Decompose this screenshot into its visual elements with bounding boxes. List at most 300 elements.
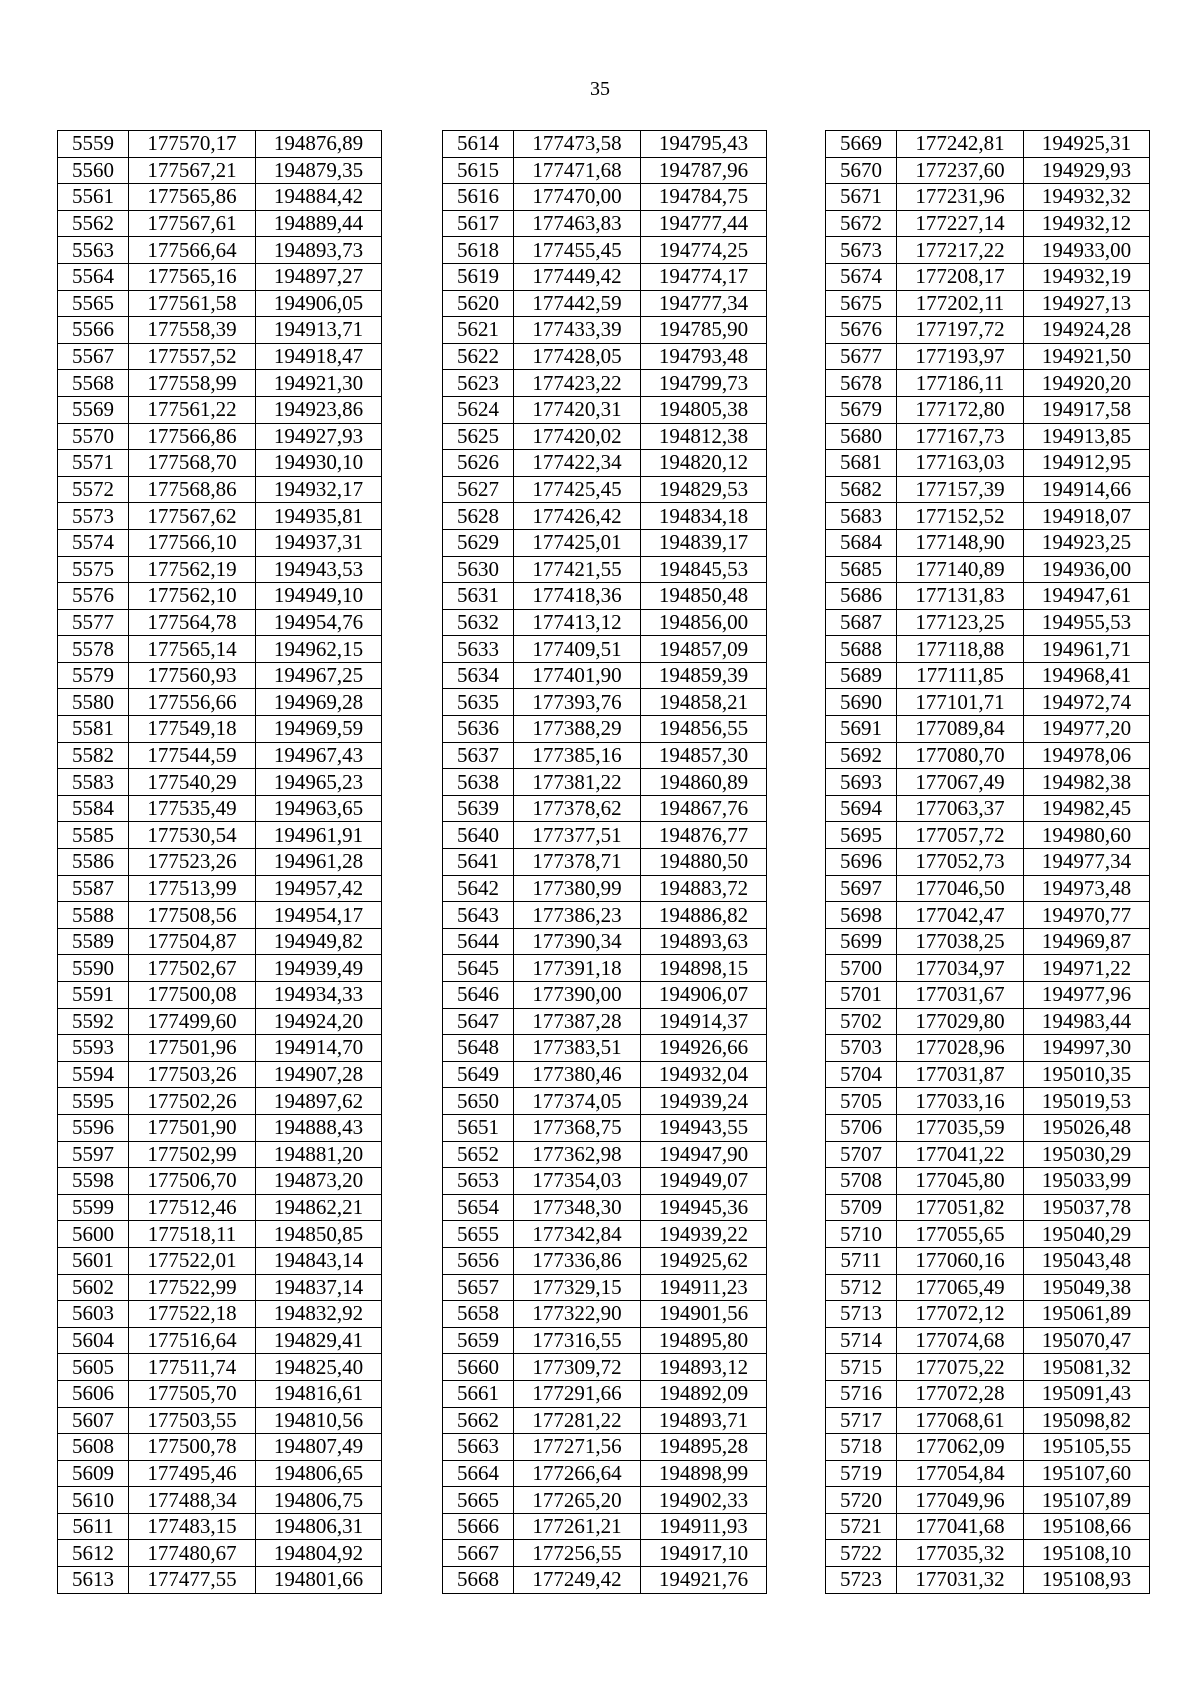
- x-coordinate-cell: 177511,74: [129, 1354, 256, 1381]
- point-number-cell: 5719: [826, 1460, 897, 1487]
- y-coordinate-cell: 194906,05: [256, 290, 382, 317]
- x-coordinate-cell: 177503,26: [129, 1061, 256, 1088]
- y-coordinate-cell: 195108,66: [1024, 1513, 1150, 1540]
- point-number-cell: 5636: [443, 716, 514, 743]
- table-row: [826, 822, 1150, 849]
- x-coordinate-cell: 177249,42: [514, 1567, 641, 1594]
- table-row: [58, 1194, 382, 1221]
- point-number-cell: 5595: [58, 1088, 129, 1115]
- y-coordinate-cell: 194918,47: [256, 343, 382, 370]
- point-number-cell: 5657: [443, 1274, 514, 1301]
- point-number-cell: 5600: [58, 1221, 129, 1248]
- point-number-cell: 5628: [443, 503, 514, 530]
- point-number-cell: 5597: [58, 1141, 129, 1168]
- point-number-cell: 5631: [443, 583, 514, 610]
- y-coordinate-cell: 194921,30: [256, 370, 382, 397]
- point-number-cell: 5615: [443, 157, 514, 184]
- table-row: [443, 423, 767, 450]
- table-row: [58, 1061, 382, 1088]
- y-coordinate-cell: 194784,75: [641, 184, 767, 211]
- y-coordinate-cell: 195098,82: [1024, 1407, 1150, 1434]
- y-coordinate-cell: 194939,49: [256, 955, 382, 982]
- point-number-cell: 5634: [443, 662, 514, 689]
- y-coordinate-cell: 194906,07: [641, 982, 767, 1009]
- y-coordinate-cell: 194777,44: [641, 210, 767, 237]
- x-coordinate-cell: 177033,16: [897, 1088, 1024, 1115]
- x-coordinate-cell: 177068,61: [897, 1407, 1024, 1434]
- x-coordinate-cell: 177217,22: [897, 237, 1024, 264]
- x-coordinate-cell: 177488,34: [129, 1487, 256, 1514]
- y-coordinate-cell: 194930,10: [256, 450, 382, 477]
- y-coordinate-cell: 194892,09: [641, 1380, 767, 1407]
- point-number-cell: 5661: [443, 1380, 514, 1407]
- x-coordinate-cell: 177271,56: [514, 1434, 641, 1461]
- point-number-cell: 5660: [443, 1354, 514, 1381]
- point-number-cell: 5579: [58, 662, 129, 689]
- x-coordinate-cell: 177231,96: [897, 184, 1024, 211]
- point-number-cell: 5695: [826, 822, 897, 849]
- y-coordinate-cell: 194793,48: [641, 343, 767, 370]
- y-coordinate-cell: 194980,60: [1024, 822, 1150, 849]
- table-row: [443, 556, 767, 583]
- x-coordinate-cell: 177167,73: [897, 423, 1024, 450]
- table-row: [58, 928, 382, 955]
- x-coordinate-cell: 177390,00: [514, 982, 641, 1009]
- y-coordinate-cell: 194801,66: [256, 1567, 382, 1594]
- point-number-cell: 5627: [443, 476, 514, 503]
- point-number-cell: 5696: [826, 849, 897, 876]
- table-row: [826, 131, 1150, 158]
- point-number-cell: 5616: [443, 184, 514, 211]
- table-row: [826, 769, 1150, 796]
- point-number-cell: 5699: [826, 928, 897, 955]
- point-number-cell: 5566: [58, 317, 129, 344]
- table-row: [58, 1114, 382, 1141]
- table-row: [58, 822, 382, 849]
- page-number: 35: [590, 78, 610, 100]
- table-row: [58, 370, 382, 397]
- x-coordinate-cell: 177502,67: [129, 955, 256, 982]
- point-number-cell: 5703: [826, 1035, 897, 1062]
- table-row: [826, 210, 1150, 237]
- point-number-cell: 5607: [58, 1407, 129, 1434]
- table-row: [58, 1168, 382, 1195]
- point-number-cell: 5565: [58, 290, 129, 317]
- y-coordinate-cell: 194787,96: [641, 157, 767, 184]
- x-coordinate-cell: 177291,66: [514, 1380, 641, 1407]
- x-coordinate-cell: 177470,00: [514, 184, 641, 211]
- table-row: [58, 423, 382, 450]
- point-number-cell: 5632: [443, 609, 514, 636]
- x-coordinate-cell: 177386,23: [514, 902, 641, 929]
- table-row: [58, 1513, 382, 1540]
- x-coordinate-cell: 177051,82: [897, 1194, 1024, 1221]
- point-number-cell: 5684: [826, 529, 897, 556]
- point-number-cell: 5716: [826, 1380, 897, 1407]
- point-number-cell: 5601: [58, 1247, 129, 1274]
- point-number-cell: 5560: [58, 157, 129, 184]
- point-number-cell: 5582: [58, 742, 129, 769]
- x-coordinate-cell: 177035,59: [897, 1114, 1024, 1141]
- y-coordinate-cell: 194978,06: [1024, 742, 1150, 769]
- point-number-cell: 5585: [58, 822, 129, 849]
- y-coordinate-cell: 194843,14: [256, 1247, 382, 1274]
- point-number-cell: 5592: [58, 1008, 129, 1035]
- point-number-cell: 5656: [443, 1247, 514, 1274]
- y-coordinate-cell: 194945,36: [641, 1194, 767, 1221]
- point-number-cell: 5572: [58, 476, 129, 503]
- point-number-cell: 5563: [58, 237, 129, 264]
- point-number-cell: 5698: [826, 902, 897, 929]
- table-row: [826, 343, 1150, 370]
- y-coordinate-cell: 194911,93: [641, 1513, 767, 1540]
- table-row: [443, 529, 767, 556]
- table-row: [443, 662, 767, 689]
- point-number-cell: 5596: [58, 1114, 129, 1141]
- y-coordinate-cell: 194937,31: [256, 529, 382, 556]
- point-number-cell: 5621: [443, 317, 514, 344]
- y-coordinate-cell: 195043,48: [1024, 1247, 1150, 1274]
- y-coordinate-cell: 194936,00: [1024, 556, 1150, 583]
- point-number-cell: 5604: [58, 1327, 129, 1354]
- y-coordinate-cell: 195026,48: [1024, 1114, 1150, 1141]
- table-row: [826, 1141, 1150, 1168]
- point-number-cell: 5723: [826, 1567, 897, 1594]
- point-number-cell: 5704: [826, 1061, 897, 1088]
- y-coordinate-cell: 194805,38: [641, 396, 767, 423]
- x-coordinate-cell: 177080,70: [897, 742, 1024, 769]
- y-coordinate-cell: 194954,76: [256, 609, 382, 636]
- table-row: [443, 1407, 767, 1434]
- y-coordinate-cell: 194893,12: [641, 1354, 767, 1381]
- table-row: [443, 689, 767, 716]
- table-row: [58, 210, 382, 237]
- y-coordinate-cell: 194862,21: [256, 1194, 382, 1221]
- point-number-cell: 5646: [443, 982, 514, 1009]
- y-coordinate-cell: 194962,15: [256, 636, 382, 663]
- table-row: [443, 1487, 767, 1514]
- x-coordinate-cell: 177152,52: [897, 503, 1024, 530]
- point-number-cell: 5672: [826, 210, 897, 237]
- table-row: [58, 1035, 382, 1062]
- y-coordinate-cell: 194807,49: [256, 1434, 382, 1461]
- x-coordinate-cell: 177500,78: [129, 1434, 256, 1461]
- point-number-cell: 5561: [58, 184, 129, 211]
- x-coordinate-cell: 177393,76: [514, 689, 641, 716]
- point-number-cell: 5718: [826, 1434, 897, 1461]
- table-row: [826, 742, 1150, 769]
- y-coordinate-cell: 194967,25: [256, 662, 382, 689]
- x-coordinate-cell: 177034,97: [897, 955, 1024, 982]
- y-coordinate-cell: 194888,43: [256, 1114, 382, 1141]
- table-row: [443, 609, 767, 636]
- table-row: [443, 1035, 767, 1062]
- x-coordinate-cell: 177473,58: [514, 131, 641, 158]
- x-coordinate-cell: 177063,37: [897, 795, 1024, 822]
- point-number-cell: 5637: [443, 742, 514, 769]
- x-coordinate-cell: 177495,46: [129, 1460, 256, 1487]
- point-number-cell: 5588: [58, 902, 129, 929]
- table-row: [826, 1487, 1150, 1514]
- table-row: [58, 1354, 382, 1381]
- y-coordinate-cell: 194898,99: [641, 1460, 767, 1487]
- y-coordinate-cell: 194943,55: [641, 1114, 767, 1141]
- x-coordinate-cell: 177348,30: [514, 1194, 641, 1221]
- table-row: [826, 928, 1150, 955]
- x-coordinate-cell: 177041,22: [897, 1141, 1024, 1168]
- table-row: [443, 1168, 767, 1195]
- y-coordinate-cell: 194911,23: [641, 1274, 767, 1301]
- y-coordinate-cell: 194983,44: [1024, 1008, 1150, 1035]
- x-coordinate-cell: 177566,86: [129, 423, 256, 450]
- y-coordinate-cell: 194886,82: [641, 902, 767, 929]
- y-coordinate-cell: 194832,92: [256, 1301, 382, 1328]
- table-row: [58, 1141, 382, 1168]
- point-number-cell: 5605: [58, 1354, 129, 1381]
- x-coordinate-cell: 177111,85: [897, 662, 1024, 689]
- y-coordinate-cell: 194858,21: [641, 689, 767, 716]
- table-row: [443, 1567, 767, 1594]
- table-row: [826, 556, 1150, 583]
- x-coordinate-cell: 177202,11: [897, 290, 1024, 317]
- table-row: [826, 1168, 1150, 1195]
- y-coordinate-cell: 194955,53: [1024, 609, 1150, 636]
- point-number-cell: 5635: [443, 689, 514, 716]
- point-number-cell: 5674: [826, 263, 897, 290]
- point-number-cell: 5581: [58, 716, 129, 743]
- table-row: [826, 1460, 1150, 1487]
- point-number-cell: 5693: [826, 769, 897, 796]
- x-coordinate-cell: 177380,46: [514, 1061, 641, 1088]
- y-coordinate-cell: 194947,90: [641, 1141, 767, 1168]
- point-number-cell: 5590: [58, 955, 129, 982]
- table-row: [58, 849, 382, 876]
- x-coordinate-cell: 177131,83: [897, 583, 1024, 610]
- y-coordinate-cell: 194876,89: [256, 131, 382, 158]
- table-row: [443, 1434, 767, 1461]
- x-coordinate-cell: 177045,80: [897, 1168, 1024, 1195]
- point-number-cell: 5564: [58, 263, 129, 290]
- x-coordinate-cell: 177074,68: [897, 1327, 1024, 1354]
- x-coordinate-cell: 177499,60: [129, 1008, 256, 1035]
- x-coordinate-cell: 177561,22: [129, 396, 256, 423]
- table-row: [58, 1088, 382, 1115]
- table-row: [58, 157, 382, 184]
- point-number-cell: 5692: [826, 742, 897, 769]
- x-coordinate-cell: 177505,70: [129, 1380, 256, 1407]
- point-number-cell: 5687: [826, 609, 897, 636]
- x-coordinate-cell: 177054,84: [897, 1460, 1024, 1487]
- table-row: [826, 237, 1150, 264]
- y-coordinate-cell: 194810,56: [256, 1407, 382, 1434]
- table-row: [826, 1035, 1150, 1062]
- x-coordinate-cell: 177556,66: [129, 689, 256, 716]
- y-coordinate-cell: 194921,76: [641, 1567, 767, 1594]
- point-number-cell: 5678: [826, 370, 897, 397]
- x-coordinate-cell: 177055,65: [897, 1221, 1024, 1248]
- point-number-cell: 5612: [58, 1540, 129, 1567]
- point-number-cell: 5655: [443, 1221, 514, 1248]
- x-coordinate-cell: 177565,14: [129, 636, 256, 663]
- x-coordinate-cell: 177148,90: [897, 529, 1024, 556]
- x-coordinate-cell: 177516,64: [129, 1327, 256, 1354]
- table-row: [826, 370, 1150, 397]
- y-coordinate-cell: 194967,43: [256, 742, 382, 769]
- y-coordinate-cell: 194829,41: [256, 1327, 382, 1354]
- coordinates-table-2: [442, 130, 767, 1594]
- point-number-cell: 5641: [443, 849, 514, 876]
- x-coordinate-cell: 177501,90: [129, 1114, 256, 1141]
- table-row: [443, 769, 767, 796]
- table-row: [826, 636, 1150, 663]
- point-number-cell: 5620: [443, 290, 514, 317]
- y-coordinate-cell: 194860,89: [641, 769, 767, 796]
- x-coordinate-cell: 177336,86: [514, 1247, 641, 1274]
- y-coordinate-cell: 194939,22: [641, 1221, 767, 1248]
- table-row: [443, 450, 767, 477]
- x-coordinate-cell: 177523,26: [129, 849, 256, 876]
- point-number-cell: 5668: [443, 1567, 514, 1594]
- point-number-cell: 5580: [58, 689, 129, 716]
- y-coordinate-cell: 194918,07: [1024, 503, 1150, 530]
- x-coordinate-cell: 177506,70: [129, 1168, 256, 1195]
- x-coordinate-cell: 177072,12: [897, 1301, 1024, 1328]
- x-coordinate-cell: 177075,22: [897, 1354, 1024, 1381]
- x-coordinate-cell: 177281,22: [514, 1407, 641, 1434]
- table-row: [443, 1141, 767, 1168]
- table-row: [58, 1008, 382, 1035]
- point-number-cell: 5593: [58, 1035, 129, 1062]
- table-row: [58, 609, 382, 636]
- x-coordinate-cell: 177549,18: [129, 716, 256, 743]
- y-coordinate-cell: 194933,00: [1024, 237, 1150, 264]
- y-coordinate-cell: 194927,13: [1024, 290, 1150, 317]
- x-coordinate-cell: 177266,64: [514, 1460, 641, 1487]
- table-row: [826, 503, 1150, 530]
- y-coordinate-cell: 194982,38: [1024, 769, 1150, 796]
- point-number-cell: 5654: [443, 1194, 514, 1221]
- y-coordinate-cell: 194806,65: [256, 1460, 382, 1487]
- table-row: [58, 131, 382, 158]
- point-number-cell: 5717: [826, 1407, 897, 1434]
- table-row: [443, 343, 767, 370]
- table-row: [443, 716, 767, 743]
- x-coordinate-cell: 177544,59: [129, 742, 256, 769]
- x-coordinate-cell: 177477,55: [129, 1567, 256, 1594]
- y-coordinate-cell: 194839,17: [641, 529, 767, 556]
- point-number-cell: 5575: [58, 556, 129, 583]
- table-row: [826, 609, 1150, 636]
- point-number-cell: 5673: [826, 237, 897, 264]
- y-coordinate-cell: 195040,29: [1024, 1221, 1150, 1248]
- x-coordinate-cell: 177565,16: [129, 263, 256, 290]
- point-number-cell: 5651: [443, 1114, 514, 1141]
- x-coordinate-cell: 177522,01: [129, 1247, 256, 1274]
- table-row: [58, 450, 382, 477]
- y-coordinate-cell: 195049,38: [1024, 1274, 1150, 1301]
- y-coordinate-cell: 194929,93: [1024, 157, 1150, 184]
- y-coordinate-cell: 195081,32: [1024, 1354, 1150, 1381]
- point-number-cell: 5659: [443, 1327, 514, 1354]
- x-coordinate-cell: 177426,42: [514, 503, 641, 530]
- table-row: [826, 396, 1150, 423]
- table-row: [826, 1247, 1150, 1274]
- point-number-cell: 5675: [826, 290, 897, 317]
- x-coordinate-cell: 177172,80: [897, 396, 1024, 423]
- x-coordinate-cell: 177565,86: [129, 184, 256, 211]
- y-coordinate-cell: 194949,82: [256, 928, 382, 955]
- y-coordinate-cell: 195108,93: [1024, 1567, 1150, 1594]
- point-number-cell: 5609: [58, 1460, 129, 1487]
- table-row: [443, 636, 767, 663]
- x-coordinate-cell: 177413,12: [514, 609, 641, 636]
- y-coordinate-cell: 194913,85: [1024, 423, 1150, 450]
- point-number-cell: 5653: [443, 1168, 514, 1195]
- point-number-cell: 5598: [58, 1168, 129, 1195]
- table-row: [58, 742, 382, 769]
- y-coordinate-cell: 194932,17: [256, 476, 382, 503]
- table-row: [58, 1380, 382, 1407]
- table-row: [443, 1221, 767, 1248]
- y-coordinate-cell: 194884,42: [256, 184, 382, 211]
- point-number-cell: 5647: [443, 1008, 514, 1035]
- x-coordinate-cell: 177566,64: [129, 237, 256, 264]
- point-number-cell: 5599: [58, 1194, 129, 1221]
- x-coordinate-cell: 177449,42: [514, 263, 641, 290]
- x-coordinate-cell: 177031,67: [897, 982, 1024, 1009]
- y-coordinate-cell: 194889,44: [256, 210, 382, 237]
- y-coordinate-cell: 194925,62: [641, 1247, 767, 1274]
- table-row: [58, 556, 382, 583]
- y-coordinate-cell: 194774,17: [641, 263, 767, 290]
- x-coordinate-cell: 177261,21: [514, 1513, 641, 1540]
- point-number-cell: 5689: [826, 662, 897, 689]
- x-coordinate-cell: 177501,96: [129, 1035, 256, 1062]
- table-row: [443, 1513, 767, 1540]
- y-coordinate-cell: 194949,07: [641, 1168, 767, 1195]
- table-row: [443, 1114, 767, 1141]
- point-number-cell: 5722: [826, 1540, 897, 1567]
- table-row: [826, 1380, 1150, 1407]
- table-row: [443, 928, 767, 955]
- table-row: [58, 1434, 382, 1461]
- table-row: [826, 1407, 1150, 1434]
- table-row: [58, 317, 382, 344]
- table-row: [58, 955, 382, 982]
- y-coordinate-cell: 194972,74: [1024, 689, 1150, 716]
- x-coordinate-cell: 177530,54: [129, 822, 256, 849]
- point-number-cell: 5624: [443, 396, 514, 423]
- point-number-cell: 5630: [443, 556, 514, 583]
- table-row: [443, 1088, 767, 1115]
- x-coordinate-cell: 177089,84: [897, 716, 1024, 743]
- point-number-cell: 5679: [826, 396, 897, 423]
- table-row: [443, 370, 767, 397]
- point-number-cell: 5567: [58, 343, 129, 370]
- table-row: [443, 742, 767, 769]
- y-coordinate-cell: 194971,22: [1024, 955, 1150, 982]
- x-coordinate-cell: 177049,96: [897, 1487, 1024, 1514]
- table-row: [58, 503, 382, 530]
- point-number-cell: 5569: [58, 396, 129, 423]
- y-coordinate-cell: 195107,89: [1024, 1487, 1150, 1514]
- y-coordinate-cell: 195033,99: [1024, 1168, 1150, 1195]
- y-coordinate-cell: 195107,60: [1024, 1460, 1150, 1487]
- table-row: [443, 1008, 767, 1035]
- x-coordinate-cell: 177500,08: [129, 982, 256, 1009]
- x-coordinate-cell: 177562,19: [129, 556, 256, 583]
- point-number-cell: 5708: [826, 1168, 897, 1195]
